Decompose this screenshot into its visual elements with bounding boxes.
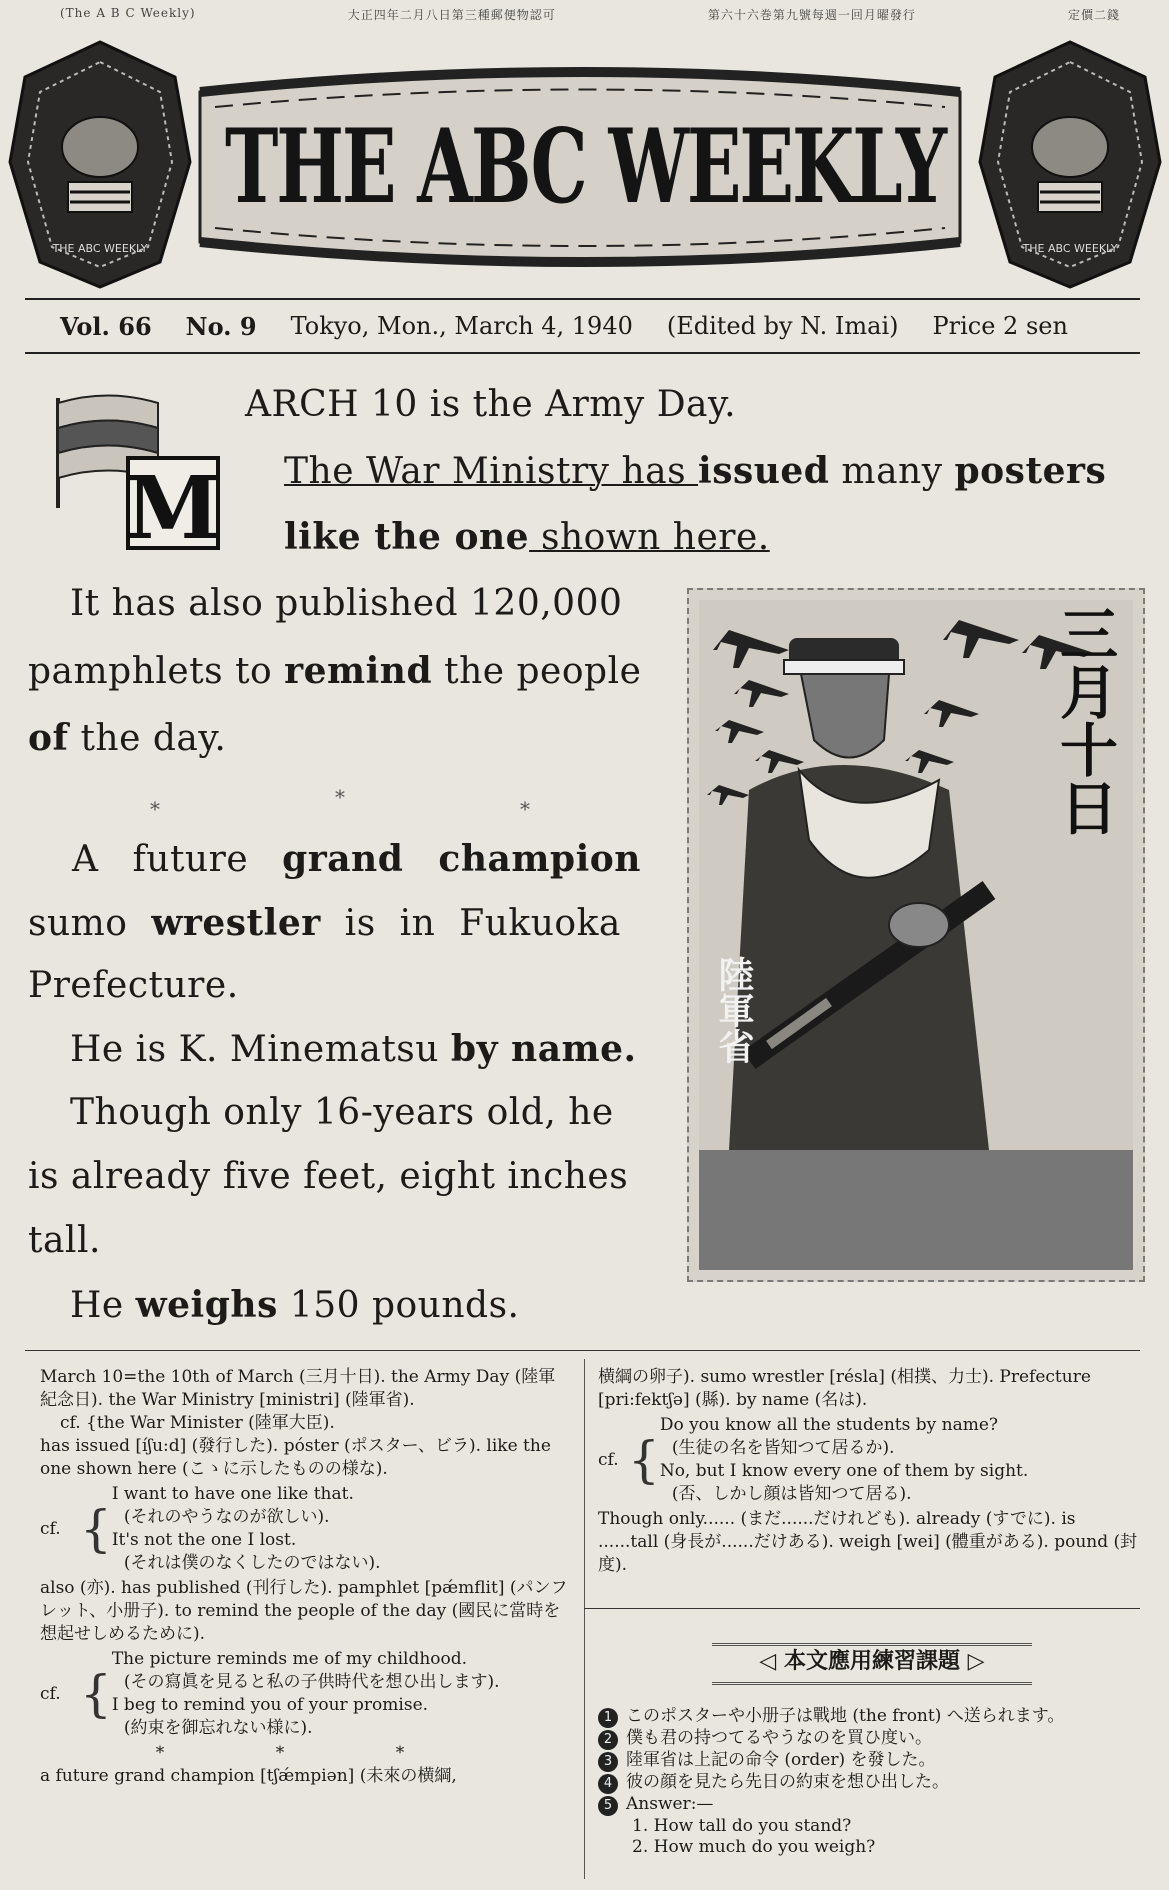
separator-star-2: * [335,785,345,809]
para6-line1: He weighs 150 pounds. [70,1284,520,1326]
note-also-published: also (亦). has published (刊行した). pamphlet [pǽmflit] (パンフレット、小册子). to remind the people of the day (國民に當時を想起せしめるために). [40,1578,568,1644]
example-line: Do you know all the students by name? [659,1415,998,1435]
example-line: The picture reminds me of my childhood. [111,1649,468,1669]
example-line: I beg to remind you of your promise. [111,1695,429,1715]
example-translation: (否、しかし顔は皆知つて居る). [671,1484,912,1504]
para2-line1: It has also published 120,000 [70,583,623,624]
note-star: * [275,1743,285,1763]
rule-top [25,298,1140,300]
cf-example-3 [598,1414,1138,1506]
number-badge: 1 [598,1708,618,1728]
top-middle-text: 大正四年二月八日第三種郵便物認可 [347,8,556,22]
masthead-title: THE ABC WEEKLY [225,107,948,227]
example-translation: (その寫眞を見ると私の子供時代を想ひ出します). [123,1672,500,1692]
right-seal-text: THE ABC WEEKLY [1022,242,1118,255]
cf-example-2 [40,1648,570,1740]
exercise-item: 4 彼の顔を見たら先日の約束を想ひ出した。 [598,1772,1138,1794]
note-march-10: March 10=the 10th of March (三月十日). the Army Day (陸軍紀念日). the War Ministry [ministri] (陸軍省). [40,1367,556,1410]
top-left-text: (The A B C Weekly) [60,6,196,20]
poster-illustration [689,590,1143,1280]
left-seal-emblem [10,42,190,287]
separator-star-3: * [520,797,530,821]
price: Price 2 sen [932,312,1068,340]
right-seal-emblem [980,42,1160,287]
answer-question-1: 1. How tall do you stand? [632,1816,852,1836]
brace-icon: { [80,1500,112,1558]
number-badge: 2 [598,1730,618,1750]
column-divider [584,1359,585,1879]
number-badge: 5 [598,1796,618,1816]
para5-line1: Though only 16-years old, he [70,1092,614,1133]
exercise-item: 3 陸軍省は上記の命令 (order) を發した。 [598,1750,1138,1772]
notes-right-column [598,1366,1138,1577]
example-translation: (約束を御忘れない様に). [123,1718,313,1738]
number-badge: 3 [598,1752,618,1772]
rule-exercise [584,1608,1140,1609]
issue-date: Tokyo, Mon., March 4, 1940 [290,312,633,340]
answer-question-2: 2. How much do you weigh? [632,1837,876,1857]
note-star: * [155,1743,165,1763]
cf-label: cf. [40,1518,61,1539]
exercise-item: 1 このポスターや小册子は戰地 (the front) へ送られます。 [598,1706,1138,1728]
note-though-only: Though only...... (まだ......だけれども). already (すでに). is ......tall (身長が......だけある). weigh [wei] (體重がある). pound (封度). [598,1509,1138,1575]
cf-label: cf. [598,1449,619,1470]
separator-star-1: * [150,797,160,821]
example-line: It's not the one I lost. [111,1530,297,1550]
para3-line2: sumo wrestler is in Fukuoka [28,902,621,944]
notes-stars [100,1742,460,1765]
para1-line3: like the one shown here. [284,516,770,558]
para2-line2: pamphlets to remind the people [28,650,642,692]
notes-left-column [40,1366,570,1788]
exercise-list [598,1706,1138,1858]
left-seal-text: THE ABC WEEKLY [52,242,148,255]
para1-line2: The War Ministry has issued many posters [284,450,1107,492]
para3-line3: Prefecture. [28,965,239,1006]
rule-under-info [25,352,1140,354]
masthead-art [0,32,1169,292]
exercise-title: ◁ 本文應用練習課題 ▷ [712,1643,1032,1685]
para5-line3: tall. [28,1220,101,1261]
note-future-champion: a future grand champion [tʃǽmpiən] (未來の横綱, [40,1766,457,1786]
para5-line2: is already five feet, eight inches [28,1156,629,1197]
brace-icon: { [628,1431,660,1489]
exercise-item: 5 Answer:— [598,1794,1138,1816]
dropcap-letter: M [125,458,221,558]
editor: (Edited by N. Imai) [666,312,899,340]
army-day-poster [687,588,1145,1282]
dropcap-flag [48,388,228,558]
poster-date-text: 三月十日 [1050,604,1118,836]
top-price-text: 定價二錢 [1067,8,1120,22]
flag-icon [48,388,228,558]
note-cf-war-minister: cf. {the War Minister (陸軍大臣). [60,1413,335,1433]
issue-number: No. 9 [185,311,257,341]
example-translation: (生徒の名を皆知つて居るか). [671,1438,895,1458]
example-translation: (それのやうなのが欲しい). [123,1507,330,1527]
top-line [60,6,1120,28]
example-line: No, but I know every one of them by sight. [659,1461,1029,1481]
rule-notes [25,1350,1140,1351]
note-sumo-wrestler: 横綱の卵子). sumo wrestler [résla] (相撲、力士). Prefecture [pri:fektʃə] (縣). by name (名は). [598,1367,1091,1410]
cf-example-1 [40,1483,570,1575]
note-star: * [395,1743,405,1763]
para1-line1: ARCH 10 is the Army Day. [245,384,737,425]
exercise-item: 2 僕も君の持つてるやうなのを買ひ度い。 [598,1728,1138,1750]
poster-ministry-text: 陸軍省 [713,956,755,1064]
note-has-issued: has issued [íʃu:d] (發行した). póster (ポスター、ビラ). like the one shown here (こゝに示したものの様な). [40,1436,551,1479]
brace-icon: { [80,1665,112,1723]
volume: Vol. 66 [60,311,152,341]
issue-info-line [60,306,1120,346]
para2-line3: of the day. [28,717,227,759]
para3-line1: A future grand champion [72,838,641,880]
top-right-text: 第六十六巻第九號每週一回月曜發行 [707,8,916,22]
example-line: I want to have one like that. [111,1484,354,1504]
number-badge: 4 [598,1774,618,1794]
para4-line1: He is K. Minematsu by name. [70,1028,637,1070]
example-translation: (それは僕のなくしたのではない). [123,1553,381,1573]
masthead [0,32,1169,292]
cf-label: cf. [40,1683,61,1704]
